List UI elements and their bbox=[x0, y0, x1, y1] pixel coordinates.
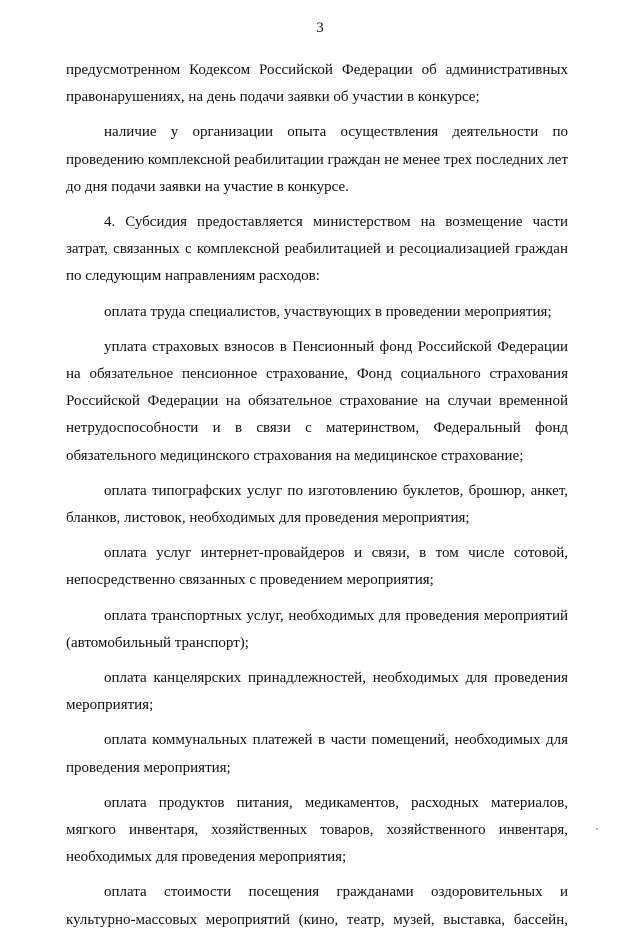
list-item-utility-payments: оплата коммунальных платежей в части помещений, необходимых для проведения мероприятия; bbox=[66, 732, 568, 776]
paragraph-subsidy-clause-4: 4. Субсидия предоставляется министерством на возмещение части затрат, связанных с комплексной реабилитацией и ресоциализацией граждан по следующим направлениям расходов: bbox=[66, 214, 568, 285]
document-body bbox=[66, 57, 568, 934]
paragraph-continuation: предусмотренном Кодексом Российской Федерации об административных правонарушениях, на день подачи заявки об участии в конкурсе; bbox=[66, 62, 568, 106]
list-item-cultural-events: оплата стоимости посещения гражданами оздоровительных и культурно-массовых мероприятий (кино, театр, музей, выставка, бассейн, bbox=[66, 884, 568, 928]
list-item-specialists-pay: оплата труда специалистов, участвующих в проведении мероприятия; bbox=[104, 303, 552, 320]
list-item-internet-services: оплата услуг интернет-провайдеров и связи, в том числе сотовой, непосредственно связанных с проведением мероприятия; bbox=[66, 545, 568, 589]
paragraph-experience-requirement: наличие у организации опыта осуществления деятельности по проведению комплексной реабилитации граждан не менее трех последних лет до дня подачи заявки на участие в конкурсе. bbox=[66, 124, 568, 195]
list-item-transport-services: оплата транспортных услуг, необходимых для проведения мероприятий (автомобильный транспорт); bbox=[66, 607, 568, 651]
scan-speck bbox=[596, 828, 598, 830]
list-item-food-and-supplies: оплата продуктов питания, медикаментов, расходных материалов, мягкого инвентаря, хозяйственных товаров, хозяйственного инвентаря, необходимых для проведения мероприятия; bbox=[66, 794, 568, 866]
page-number: 3 bbox=[316, 20, 324, 36]
list-item-insurance-contributions: уплата страховых взносов в Пенсионный фонд Российской Федерации на обязательное пенсионное страхование, Фонд социального страхования Российской Федерации на обязательное страхование на случаи временной нетрудоспособности и в связи с материнством, Федеральный фонд обязательного медицинского страхования на медицинское страхование; bbox=[66, 338, 568, 464]
list-item-printing-services: оплата типографских услуг по изготовлению буклетов, брошюр, анкет, бланков, листовок, необходимых для проведения мероприятия; bbox=[66, 482, 568, 527]
list-item-stationery: оплата канцелярских принадлежностей, необходимых для проведения мероприятия; bbox=[66, 670, 568, 714]
